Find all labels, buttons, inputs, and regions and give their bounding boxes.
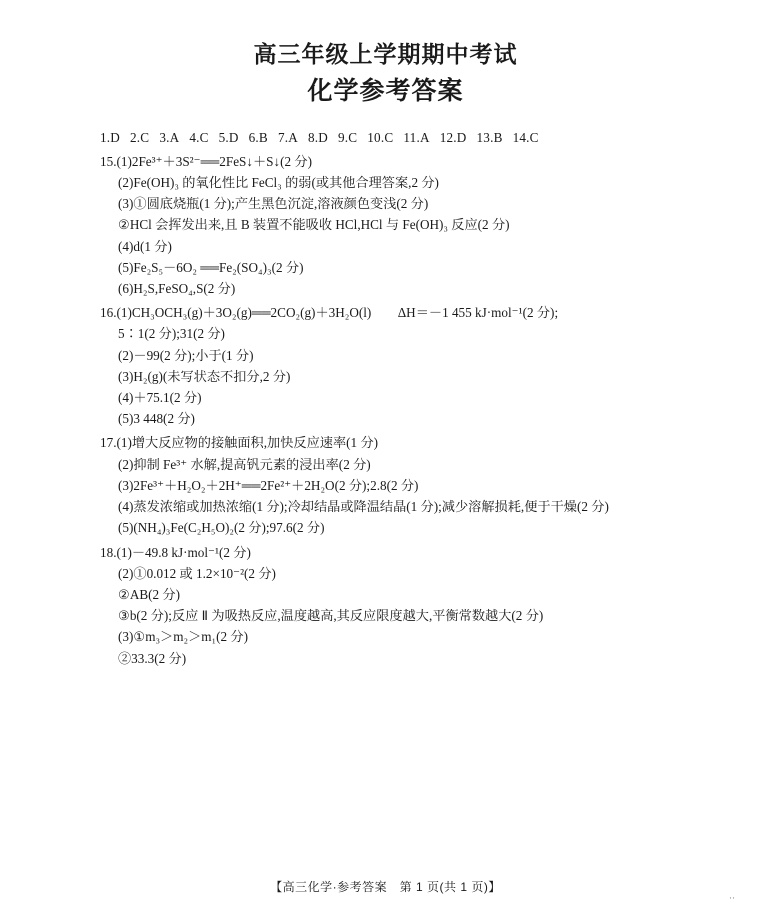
choice-answer: 7.A [277, 129, 298, 145]
answer-line: (6)H₂S,FeSO₄,S(2 分) [118, 281, 236, 297]
choice-answer: 1.D [100, 129, 121, 145]
answer-line: 5∶1(2 分);31(2 分) [118, 326, 225, 342]
answer-line: (4)蒸发浓缩或加热浓缩(1 分);冷却结晶或降温结晶(1 分);减少溶解损耗,便于干燥(2 分) [118, 499, 609, 515]
choice-answer: 11.A [403, 129, 430, 145]
footer-text: 【高三化学·参考答案 第 1 页(共 1 页)】 [270, 880, 501, 894]
answer-line: (5)(NH₄)₃Fe(C₂H₅O)₂(2 分);97.6(2 分) [118, 520, 325, 536]
page-subtitle: 化学参考答案 [307, 76, 464, 105]
answer-line: ②AB(2 分) [118, 586, 181, 602]
answer-question-18 [100, 546, 693, 665]
answer-line: (3)①m₃＞m₂＞m₁(2 分) [118, 629, 249, 645]
choice-answer: 10.C [367, 129, 394, 145]
answer-question-16 [100, 306, 693, 425]
answer-line: (3)H₂(g)(未写状态不扣分,2 分) [118, 368, 291, 384]
title-block [60, 40, 711, 109]
answer-line: (2)①0.012 或 1.2×10⁻²(2 分) [118, 565, 276, 581]
choice-answer: 2.C [130, 129, 150, 145]
choice-answer: 3.A [159, 129, 180, 145]
choice-answer: 12.D [439, 129, 467, 145]
answer-line: (5)Fe₂S₅－6O₂ ══Fe₂(SO₄)₃(2 分) [118, 259, 304, 275]
choice-answer: 14.C [512, 129, 539, 145]
answer-question-15 [100, 155, 693, 295]
page-title: 高三年级上学期期中考试 [253, 41, 518, 67]
answer-line: ③b(2 分);反应 Ⅱ 为吸热反应,温度越高,其反应限度越大,平衡常数越大(2 分) [118, 608, 544, 624]
answer-line: (5)3 448(2 分) [118, 411, 195, 427]
answer-line: (2)Fe(OH)₃ 的氧化性比 FeCl₃ 的弱(或其他合理答案,2 分) [118, 175, 439, 191]
choice-answer: 4.C [189, 129, 209, 145]
answer-line: (3)①圆底烧瓶(1 分);产生黑色沉淀,溶液颜色变浅(2 分) [118, 196, 429, 212]
answer-line: (4)d(1 分) [118, 238, 172, 254]
answer-line: (4)＋75.1(2 分) [118, 390, 202, 406]
answer-line: (2)抑制 Fe³⁺ 水解,提高钒元素的浸出率(2 分) [118, 456, 371, 472]
choice-answer: 8.D [307, 129, 328, 145]
answer-question-17 [100, 436, 693, 534]
corner-mark: ·· [729, 893, 735, 903]
answer-line: 15.(1)2Fe³⁺＋3S²⁻══2FeS↓＋S↓(2 分) [100, 153, 312, 169]
answer-line: 17.(1)增大反应物的接触面积,加快反应速率(1 分) [100, 435, 379, 451]
answer-line: ②HCl 会挥发出来,且 B 装置不能吸收 HCl,HCl 与 Fe(OH)₃ 反应(2 分) [118, 217, 510, 233]
answer-body [60, 131, 711, 665]
answer-line: (2)－99(2 分);小于(1 分) [118, 347, 254, 363]
answer-line: (3)2Fe³⁺＋H₂O₂＋2H⁺══2Fe²⁺＋2H₂O(2 分);2.8(2 分) [118, 477, 419, 493]
choice-answer: 6.B [248, 129, 268, 145]
multiple-choice-answers [100, 131, 693, 144]
answer-line: 18.(1)－49.8 kJ·mol⁻¹(2 分) [100, 544, 251, 560]
choice-answer: 9.C [337, 129, 358, 145]
choice-answer: 5.D [218, 129, 239, 145]
choice-answer: 13.B [476, 129, 503, 145]
answer-line: 16.(1)CH₃OCH₃(g)＋3O₂(g)══2CO₂(g)＋3H₂O(l) ΔH＝－1 455 kJ·mol⁻¹(2 分); [100, 305, 559, 321]
answer-line: ②33.3(2 分) [118, 650, 187, 666]
page-footer [0, 878, 771, 895]
